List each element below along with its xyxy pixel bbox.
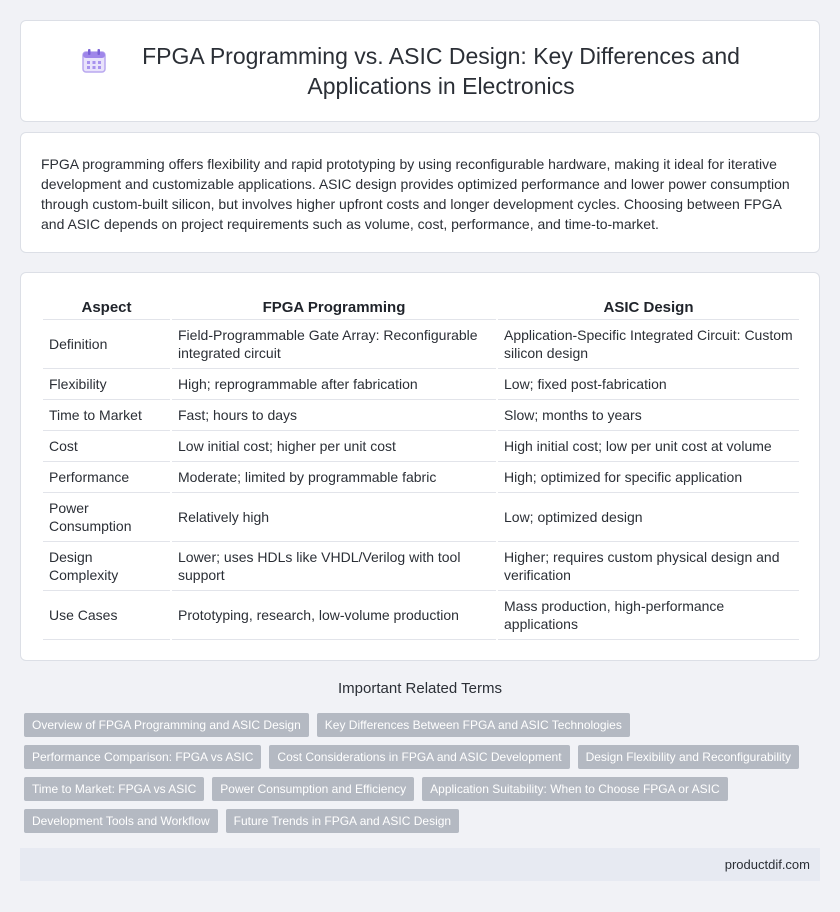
row-asic-value: Mass production, high-performance applications xyxy=(497,591,799,640)
row-fpga-value: High; reprogrammable after fabrication xyxy=(171,369,497,400)
related-term-tag[interactable]: Design Flexibility and Reconfigurability xyxy=(578,745,799,769)
row-aspect: Performance xyxy=(43,462,171,493)
related-term-tag[interactable]: Future Trends in FPGA and ASIC Design xyxy=(226,809,459,833)
intro-card xyxy=(20,132,820,253)
related-terms-tags xyxy=(20,713,820,841)
table-row xyxy=(43,431,799,462)
row-aspect: Use Cases xyxy=(43,591,171,640)
row-aspect: Cost xyxy=(43,431,171,462)
row-asic-value: High initial cost; low per unit cost at volume xyxy=(497,431,799,462)
row-asic-value: Low; fixed post-fabrication xyxy=(497,369,799,400)
table-row xyxy=(43,493,799,542)
row-fpga-value: Fast; hours to days xyxy=(171,400,497,431)
page-title: FPGA Programming vs. ASIC Design: Key Differences and Applications in Electronics xyxy=(142,43,740,99)
intro-text: FPGA programming offers flexibility and rapid prototyping by using reconfigurable hardware, making it ideal for iterative development and customizable applications. ASIC design provides optimized performance and lower power consumption through custom-built silicon, but involves higher upfront costs and longer development cycles. Choosing between FPGA and ASIC depends on project requirements such as volume, cost, performance, and time-to-market. xyxy=(41,156,790,232)
related-term-tag[interactable]: Overview of FPGA Programming and ASIC Design xyxy=(24,713,309,737)
related-term-tag[interactable]: Power Consumption and Efficiency xyxy=(212,777,414,801)
related-term-tag[interactable]: Development Tools and Workflow xyxy=(24,809,218,833)
row-asic-value: Slow; months to years xyxy=(497,400,799,431)
row-fpga-value: Moderate; limited by programmable fabric xyxy=(171,462,497,493)
comparison-table-card xyxy=(20,272,820,661)
row-aspect: Time to Market xyxy=(43,400,171,431)
related-term-tag[interactable]: Time to Market: FPGA vs ASIC xyxy=(24,777,204,801)
row-asic-value: High; optimized for specific application xyxy=(497,462,799,493)
table-row xyxy=(43,320,799,369)
table-row xyxy=(43,542,799,591)
comparison-table xyxy=(43,295,799,640)
footer-site-name: productdif.com xyxy=(724,857,810,872)
table-row xyxy=(43,400,799,431)
row-fpga-value: Low initial cost; higher per unit cost xyxy=(171,431,497,462)
column-header-aspect: Aspect xyxy=(43,295,171,320)
row-aspect: Power Consumption xyxy=(43,493,171,542)
row-fpga-value: Lower; uses HDLs like VHDL/Verilog with tool support xyxy=(171,542,497,591)
footer xyxy=(20,848,820,881)
row-aspect: Design Complexity xyxy=(43,542,171,591)
table-header-row xyxy=(43,295,799,320)
table-row xyxy=(43,591,799,640)
row-asic-value: Application-Specific Integrated Circuit: Custom silicon design xyxy=(497,320,799,369)
related-term-tag[interactable]: Key Differences Between FPGA and ASIC Technologies xyxy=(317,713,630,737)
row-aspect: Flexibility xyxy=(43,369,171,400)
row-asic-value: Higher; requires custom physical design and verification xyxy=(497,542,799,591)
row-fpga-value: Field-Programmable Gate Array: Reconfigurable integrated circuit xyxy=(171,320,497,369)
related-term-tag[interactable]: Application Suitability: When to Choose FPGA or ASIC xyxy=(422,777,727,801)
table-row xyxy=(43,369,799,400)
calendar-icon xyxy=(80,47,108,75)
row-aspect: Definition xyxy=(43,320,171,369)
row-asic-value: Low; optimized design xyxy=(497,493,799,542)
related-term-tag[interactable]: Cost Considerations in FPGA and ASIC Development xyxy=(269,745,569,769)
table-row xyxy=(43,462,799,493)
column-header-fpga: FPGA Programming xyxy=(171,295,497,320)
header-card xyxy=(20,20,820,122)
related-terms-section xyxy=(20,680,820,841)
related-terms-title: Important Related Terms xyxy=(338,680,502,697)
column-header-asic: ASIC Design xyxy=(497,295,799,320)
row-fpga-value: Relatively high xyxy=(171,493,497,542)
row-fpga-value: Prototyping, research, low-volume production xyxy=(171,591,497,640)
related-term-tag[interactable]: Performance Comparison: FPGA vs ASIC xyxy=(24,745,261,769)
